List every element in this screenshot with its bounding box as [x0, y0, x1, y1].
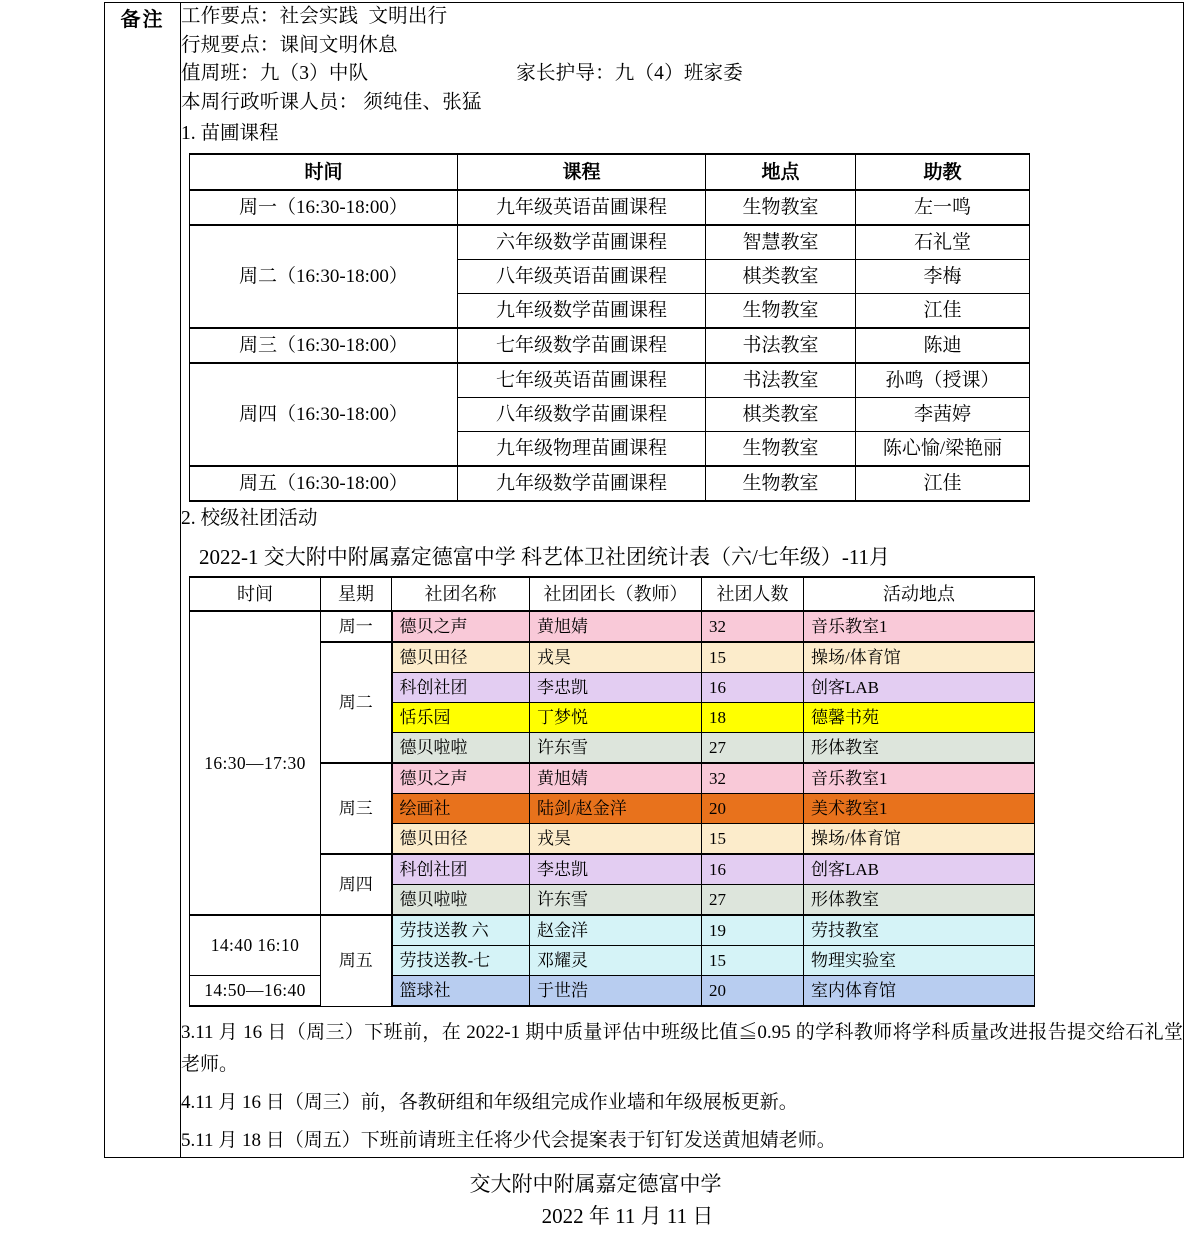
nursery-cell-place: 生物教室 [706, 294, 856, 329]
nursery-cell-course: 七年级数学苗圃课程 [458, 328, 706, 363]
club-cell-lead: 李忠凯 [530, 854, 702, 885]
nursery-header-place: 地点 [706, 154, 856, 190]
club-cell-name: 绘画社 [392, 794, 530, 824]
nursery-cell-course: 六年级数学苗圃课程 [458, 225, 706, 260]
club-cell-lead: 赵金洋 [530, 915, 702, 946]
club-cell-count: 32 [702, 611, 804, 642]
nursery-table-row [190, 466, 1030, 501]
nursery-cell-place: 书法教室 [706, 328, 856, 363]
club-table-row [190, 611, 1035, 642]
club-cell-lead: 李忠凯 [530, 673, 702, 703]
club-header-loc: 活动地点 [804, 577, 1035, 611]
note-item-3: 3.11 月 16 日（周三）下班前，在 2022-1 期中质量评估中班级比值≦0.95 的学科教师将学科质量改进报告提交给石礼堂老师。 [181, 1022, 1183, 1075]
nursery-cell-place: 生物教室 [706, 432, 856, 467]
note-item-5: 5.11 月 18 日（周五）下班前请班主任将少代会提案表于钉钉发送黄旭婧老师。 [181, 1130, 836, 1151]
nursery-cell-ta: 陈心愉/梁艳丽 [856, 432, 1030, 467]
club-cell-count: 32 [702, 763, 804, 794]
club-cell-count: 16 [702, 854, 804, 885]
signature-school: 交大附中附属嘉定德富中学 [469, 1172, 722, 1196]
nursery-cell-ta: 李茜婷 [856, 398, 1030, 432]
club-cell-count: 27 [702, 885, 804, 916]
nursery-cell-course: 九年级英语苗圃课程 [458, 190, 706, 225]
club-cell-name: 德贝之声 [392, 763, 530, 794]
nursery-cell-course: 九年级物理苗圃课程 [458, 432, 706, 467]
club-table-row [190, 915, 1035, 946]
club-cell-location: 形体教室 [804, 733, 1035, 764]
remark-outer-table [104, 2, 1184, 1158]
nursery-cell-ta: 江佳 [856, 466, 1030, 501]
club-header-name: 社团名称 [392, 577, 530, 611]
nursery-table-row [190, 190, 1030, 225]
header-line-work [181, 3, 1183, 32]
nursery-cell-time: 周四（16:30-18:00） [190, 363, 458, 466]
nursery-cell-place: 智慧教室 [706, 225, 856, 260]
club-cell-lead: 邓耀灵 [530, 946, 702, 976]
header-value-rules: 课间文明休息 [279, 34, 398, 56]
nursery-cell-place: 生物教室 [706, 466, 856, 501]
header-value-duty: 九（3）中队 [259, 63, 369, 84]
club-cell-count: 19 [702, 915, 804, 946]
nursery-table-row [190, 225, 1030, 260]
club-cell-lead: 丁梦悦 [530, 703, 702, 733]
club-cell-day: 周一 [321, 611, 392, 642]
club-table-header-row [190, 577, 1035, 611]
nursery-cell-place: 棋类教室 [706, 260, 856, 294]
nursery-header-course: 课程 [458, 154, 706, 190]
nursery-cell-place: 书法教室 [706, 363, 856, 398]
club-cell-name: 德贝之声 [392, 611, 530, 642]
nursery-cell-place: 棋类教室 [706, 398, 856, 432]
nursery-cell-course: 九年级数学苗圃课程 [458, 466, 706, 501]
club-cell-lead: 戎昊 [530, 642, 702, 673]
nursery-cell-time: 周三（16:30-18:00） [190, 328, 458, 363]
club-cell-location: 操场/体育馆 [804, 824, 1035, 855]
club-header-count: 社团人数 [702, 577, 804, 611]
nursery-table-header-row [190, 154, 1030, 190]
club-cell-location: 劳技教室 [804, 915, 1035, 946]
header-line-rules [181, 32, 1183, 61]
club-cell-location: 操场/体育馆 [804, 642, 1035, 673]
club-cell-day: 周四 [321, 854, 392, 915]
signature-block [0, 1168, 1191, 1232]
club-cell-lead: 于世浩 [530, 976, 702, 1007]
signature-date: 2022 年 11 月 11 日 [541, 1204, 714, 1228]
nursery-course-table [189, 153, 1030, 502]
header-label-duty: 值周班： [181, 63, 260, 84]
club-cell-lead: 许东雪 [530, 733, 702, 764]
club-cell-location: 室内体育馆 [804, 976, 1035, 1007]
nursery-header-time: 时间 [190, 154, 458, 190]
section1-label: 1. 苗圃课程 [181, 123, 279, 144]
nursery-table-row [190, 328, 1030, 363]
club-cell-name: 德贝田径 [392, 642, 530, 673]
club-cell-count: 15 [702, 824, 804, 855]
club-cell-count: 16 [702, 673, 804, 703]
nursery-cell-ta: 左一鸣 [856, 190, 1030, 225]
club-cell-count: 27 [702, 733, 804, 764]
club-cell-name: 德贝啦啦 [392, 733, 530, 764]
header-label-rules: 行规要点： [181, 34, 280, 56]
club-header-lead: 社团团长（教师） [530, 577, 702, 611]
club-cell-lead: 陆剑/赵金洋 [530, 794, 702, 824]
club-cell-count: 20 [702, 976, 804, 1007]
nursery-cell-ta: 陈迪 [856, 328, 1030, 363]
nursery-cell-course: 九年级数学苗圃课程 [458, 294, 706, 329]
club-cell-lead: 黄旭婧 [530, 763, 702, 794]
club-cell-day: 周五 [321, 915, 392, 1006]
nursery-cell-ta: 李梅 [856, 260, 1030, 294]
club-table-title: 2022-1 交大附中附属嘉定德富中学 科艺体卫社团统计表（六/七年级）-11月 [199, 545, 891, 569]
club-statistics-table [189, 576, 1035, 1007]
club-table-row [190, 976, 1035, 1007]
club-cell-name: 科创社团 [392, 673, 530, 703]
club-cell-lead: 许东雪 [530, 885, 702, 916]
note-item-4: 4.11 月 16 日（周三）前，各教研组和年级组完成作业墙和年级展板更新。 [181, 1092, 798, 1113]
club-cell-name: 劳技送教-七 [392, 946, 530, 976]
club-cell-name: 劳技送教 六 [392, 915, 530, 946]
nursery-cell-ta: 石礼堂 [856, 225, 1030, 260]
nursery-cell-time: 周二（16:30-18:00） [190, 225, 458, 328]
header-value-work: 社会实践 文明出行 [279, 6, 448, 27]
club-cell-location: 形体教室 [804, 885, 1035, 916]
club-cell-name: 科创社团 [392, 854, 530, 885]
header-label-parent-guard: 家长护导： [516, 63, 615, 84]
nursery-table-row [190, 363, 1030, 398]
nursery-cell-ta: 江佳 [856, 294, 1030, 329]
nursery-cell-course: 八年级数学苗圃课程 [458, 398, 706, 432]
club-cell-time: 14:40 16:10 [190, 915, 321, 976]
header-text-block [181, 3, 1183, 117]
club-cell-count: 20 [702, 794, 804, 824]
remark-label: 备注 [120, 9, 165, 31]
header-value-observers: 须纯佳、张猛 [358, 91, 482, 113]
nursery-cell-place: 生物教室 [706, 190, 856, 225]
club-cell-count: 15 [702, 946, 804, 976]
nursery-header-ta: 助教 [856, 154, 1030, 190]
club-header-day: 星期 [321, 577, 392, 611]
club-cell-time: 14:50—16:40 [190, 976, 321, 1007]
club-cell-location: 创客LAB [804, 854, 1035, 885]
header-line-duty [181, 60, 1183, 89]
header-value-parent-guard: 九（4）班家委 [614, 63, 743, 84]
club-cell-location: 音乐教室1 [804, 611, 1035, 642]
club-cell-location: 美术教室1 [804, 794, 1035, 824]
club-cell-day: 周三 [321, 763, 392, 854]
club-cell-lead: 戎昊 [530, 824, 702, 855]
club-cell-lead: 黄旭婧 [530, 611, 702, 642]
section2-label: 2. 校级社团活动 [181, 508, 318, 529]
nursery-cell-ta: 孙鸣（授课） [856, 363, 1030, 398]
club-cell-location: 创客LAB [804, 673, 1035, 703]
nursery-cell-time: 周五（16:30-18:00） [190, 466, 458, 501]
remark-body-cell [181, 3, 1184, 1158]
header-label-observers: 本周行政听课人员： [181, 91, 359, 113]
club-cell-location: 音乐教室1 [804, 763, 1035, 794]
club-cell-count: 18 [702, 703, 804, 733]
nursery-cell-course: 七年级英语苗圃课程 [458, 363, 706, 398]
notes-block [181, 1017, 1183, 1157]
header-label-work: 工作要点： [181, 6, 280, 27]
club-cell-name: 篮球社 [392, 976, 530, 1007]
club-cell-count: 15 [702, 642, 804, 673]
club-cell-name: 德贝啦啦 [392, 885, 530, 916]
club-cell-time: 16:30—17:30 [190, 611, 321, 915]
club-header-time: 时间 [190, 577, 321, 611]
club-cell-day: 周二 [321, 642, 392, 763]
nursery-cell-time: 周一（16:30-18:00） [190, 190, 458, 225]
club-cell-name: 德贝田径 [392, 824, 530, 855]
club-cell-location: 德馨书苑 [804, 703, 1035, 733]
header-line-observers [181, 89, 1183, 118]
nursery-cell-course: 八年级英语苗圃课程 [458, 260, 706, 294]
club-cell-name: 恬乐园 [392, 703, 530, 733]
remark-label-cell [105, 3, 181, 1158]
club-cell-location: 物理实验室 [804, 946, 1035, 976]
